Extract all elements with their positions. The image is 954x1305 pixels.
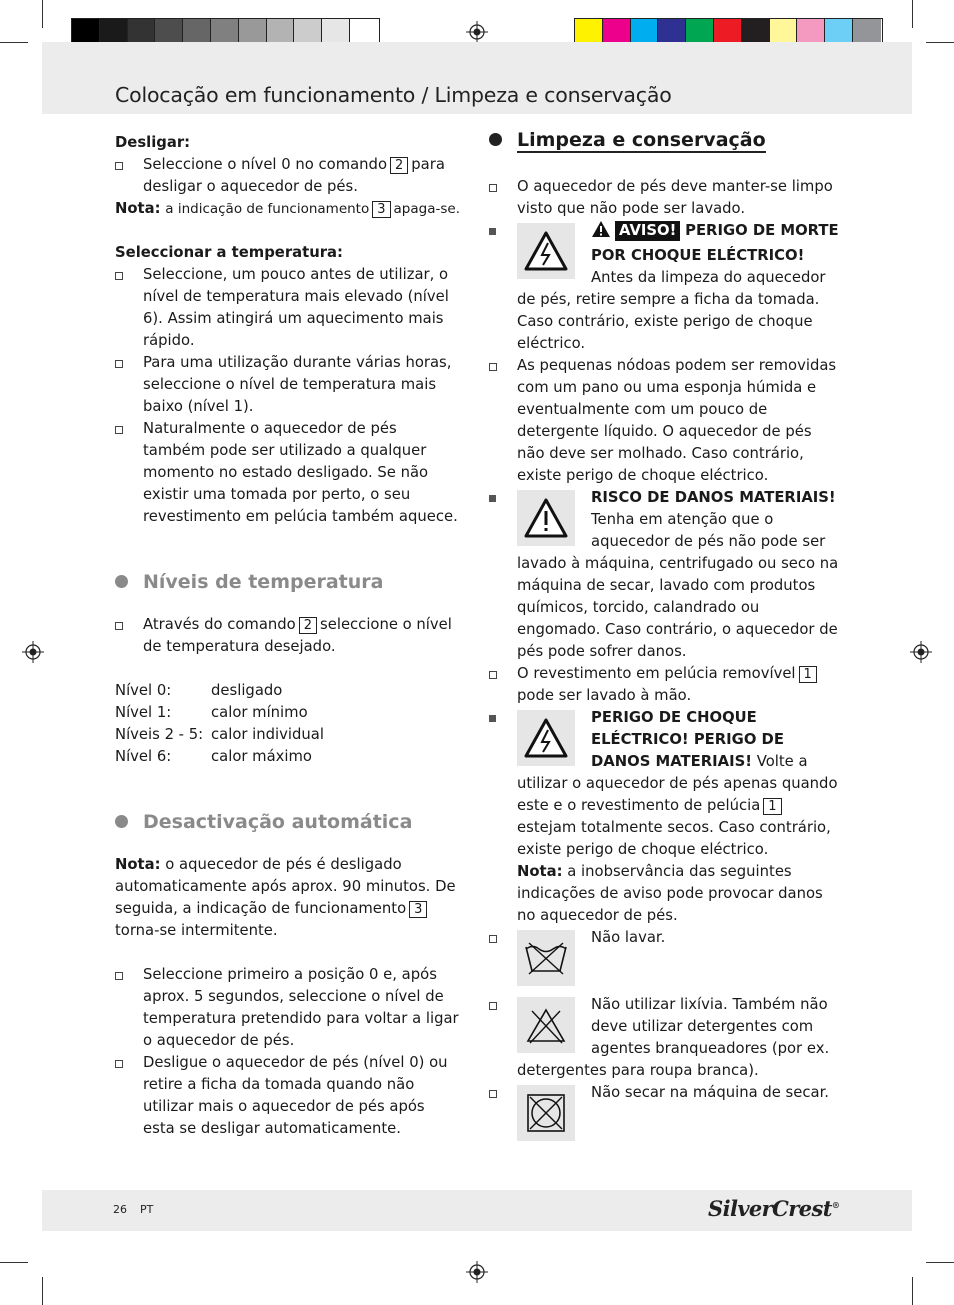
warning-block: PERIGO DE CHOQUE ELÉCTRICO! PERIGO DE DANOS MATERIAIS! Volte a utilizar o aquecedor de pés apenas quando este e o revestimento de pelúcia 1estejam totalmente secos. Caso contrário, existe perigo de choque eléctrico. Nota: a inobservância das seguintes indicações de aviso pode provocar danos no aquecedor de pés. bbox=[489, 707, 841, 927]
registration-mark-icon bbox=[466, 21, 488, 43]
bullet-dot-icon bbox=[115, 815, 128, 828]
list-item: Seleccione o nível 0 no comando 2 para desligar o aquecedor de pés. bbox=[115, 154, 461, 198]
list-item: Desligue o aquecedor de pés (nível 0) ou retire a ficha da tomada quando não utilizar mais o aquecedor de pés após esta se desligar automaticamente. bbox=[115, 1052, 461, 1140]
component-number: 3 bbox=[409, 901, 427, 918]
list-item: Através do comando 2 seleccione o nível de temperatura desejado. bbox=[115, 614, 461, 658]
brand-logo: SilverCrest® bbox=[708, 1196, 840, 1221]
bullet-dot-icon bbox=[115, 575, 128, 588]
language-code: PT bbox=[140, 1203, 154, 1216]
right-column bbox=[489, 128, 841, 1145]
registration-mark-icon bbox=[910, 641, 932, 663]
component-number: 1 bbox=[799, 666, 817, 683]
temp-heading: Seleccionar a temperatura: bbox=[115, 244, 343, 261]
bullet-icon bbox=[489, 495, 496, 502]
desligar-heading: Desligar: bbox=[115, 134, 191, 151]
note: Nota: o aquecedor de pés é desligado automaticamente após aprox. 90 minutos. De seguida, a indicação de funcionamento 3torna-se intermitente. bbox=[115, 856, 456, 939]
registration-mark-icon bbox=[466, 1261, 488, 1283]
bullet-icon bbox=[115, 272, 123, 280]
page-title: Colocação em funcionamento / Limpeza e conservação bbox=[115, 83, 672, 107]
bullet-icon bbox=[489, 671, 497, 679]
list-item: Naturalmente o aquecedor de pés também pode ser utilizado a qualquer momento no estado desligado. Se não existir uma tomada por perto, o seu revestimento em pelúcia também aquece. bbox=[115, 418, 461, 528]
section-heading: Desactivação automática bbox=[115, 810, 461, 834]
bullet-icon bbox=[489, 363, 497, 371]
bullet-icon bbox=[115, 360, 123, 368]
list-item: As pequenas nódoas podem ser removidas com um pano ou uma esponja húmida e eventualmente com um pouco de detergente líquido. O aquecedor de pés não deve ser molhado. Caso contrário, existe perigo de choque eléctrico. bbox=[489, 355, 841, 487]
aviso-label: AVISO! bbox=[615, 221, 680, 241]
section-heading: Limpeza e conservação bbox=[489, 128, 841, 152]
list-item: O revestimento em pelúcia removível 1pode ser lavado à mão. bbox=[489, 663, 841, 707]
bullet-icon bbox=[115, 162, 123, 170]
component-number: 3 bbox=[372, 201, 390, 218]
bullet-icon bbox=[489, 715, 496, 722]
bullet-icon bbox=[489, 228, 496, 235]
left-column bbox=[115, 132, 461, 1140]
bullet-icon bbox=[115, 622, 123, 630]
registration-mark-icon bbox=[22, 641, 44, 663]
bullet-icon bbox=[115, 426, 123, 434]
warning-triangle-icon bbox=[591, 220, 611, 245]
levels-table: Nível 0: desligado Nível 1: calor mínimo Níveis 2 - 5: calor individual Nível 6: calor máximo bbox=[115, 682, 324, 765]
bullet-icon bbox=[489, 1090, 497, 1098]
care-instruction: Não utilizar lixívia. Também não deve utilizar detergentes com agentes branqueadores (por ex. detergentes para roupa branca). bbox=[489, 994, 841, 1082]
list-item: Para uma utilização durante várias horas, seleccione o nível de temperatura mais baixo (nível 1). bbox=[115, 352, 461, 418]
bullet-icon bbox=[115, 972, 123, 980]
do-not-tumble-dry-icon bbox=[517, 1085, 575, 1141]
do-not-bleach-icon bbox=[517, 997, 575, 1053]
section-heading: Níveis de temperatura bbox=[115, 570, 461, 594]
note: Nota: a indicação de funcionamento 3 apaga-se. bbox=[115, 200, 460, 217]
bullet-icon bbox=[489, 935, 497, 943]
crop-mark bbox=[912, 0, 913, 28]
do-not-wash-icon bbox=[517, 930, 575, 986]
list-item: O aquecedor de pés deve manter-se limpo visto que não pode ser lavado. bbox=[489, 176, 841, 220]
caution-warning-icon bbox=[517, 490, 575, 546]
bullet-dot-icon bbox=[489, 133, 502, 146]
crop-mark bbox=[42, 0, 43, 28]
care-instruction: Não secar na máquina de secar. bbox=[489, 1082, 841, 1145]
crop-mark bbox=[926, 42, 954, 43]
list-item: Seleccione primeiro a posição 0 e, após aprox. 5 segundos, seleccione o nível de temperatura pretendido para voltar a ligar o aquecedor de pés. bbox=[115, 964, 461, 1052]
crop-mark bbox=[0, 1262, 28, 1263]
bullet-icon bbox=[489, 184, 497, 192]
warning-block: AVISO! PERIGO DE MORTE POR CHOQUE ELÉCTRICO! Antes da limpeza do aquecedor de pés, retire sempre a ficha da tomada. Caso contrário, existe perigo de choque eléctrico. bbox=[489, 220, 841, 355]
bullet-icon bbox=[115, 1060, 123, 1068]
crop-mark bbox=[42, 1277, 43, 1305]
crop-mark bbox=[926, 1262, 954, 1263]
note: Nota: a inobservância das seguintes indicações de aviso pode provocar danos no aquecedor de pés. bbox=[517, 863, 823, 924]
component-number: 1 bbox=[763, 798, 781, 815]
electric-shock-warning-icon bbox=[517, 223, 575, 279]
warning-block: RISCO DE DANOS MATERIAIS! Tenha em atenção que o aquecedor de pés não pode ser lavado à máquina, centrifugado ou seco na máquina de secar, lavado com produtos químicos, torcido, calandrado ou engomado. Caso contrário, o aquecedor de pés pode sofrer danos. bbox=[489, 487, 841, 663]
crop-mark bbox=[912, 1277, 913, 1305]
crop-mark bbox=[0, 42, 28, 43]
list-item: Seleccione, um pouco antes de utilizar, o nível de temperatura mais elevado (nível 6). Assim atingirá um aquecimento mais rápido. bbox=[115, 264, 461, 352]
care-instruction: Não lavar. bbox=[489, 927, 841, 990]
page-number: 26 bbox=[113, 1203, 127, 1216]
component-number: 2 bbox=[390, 157, 408, 174]
electric-shock-warning-icon bbox=[517, 710, 575, 766]
bullet-icon bbox=[489, 1002, 497, 1010]
component-number: 2 bbox=[299, 617, 317, 634]
